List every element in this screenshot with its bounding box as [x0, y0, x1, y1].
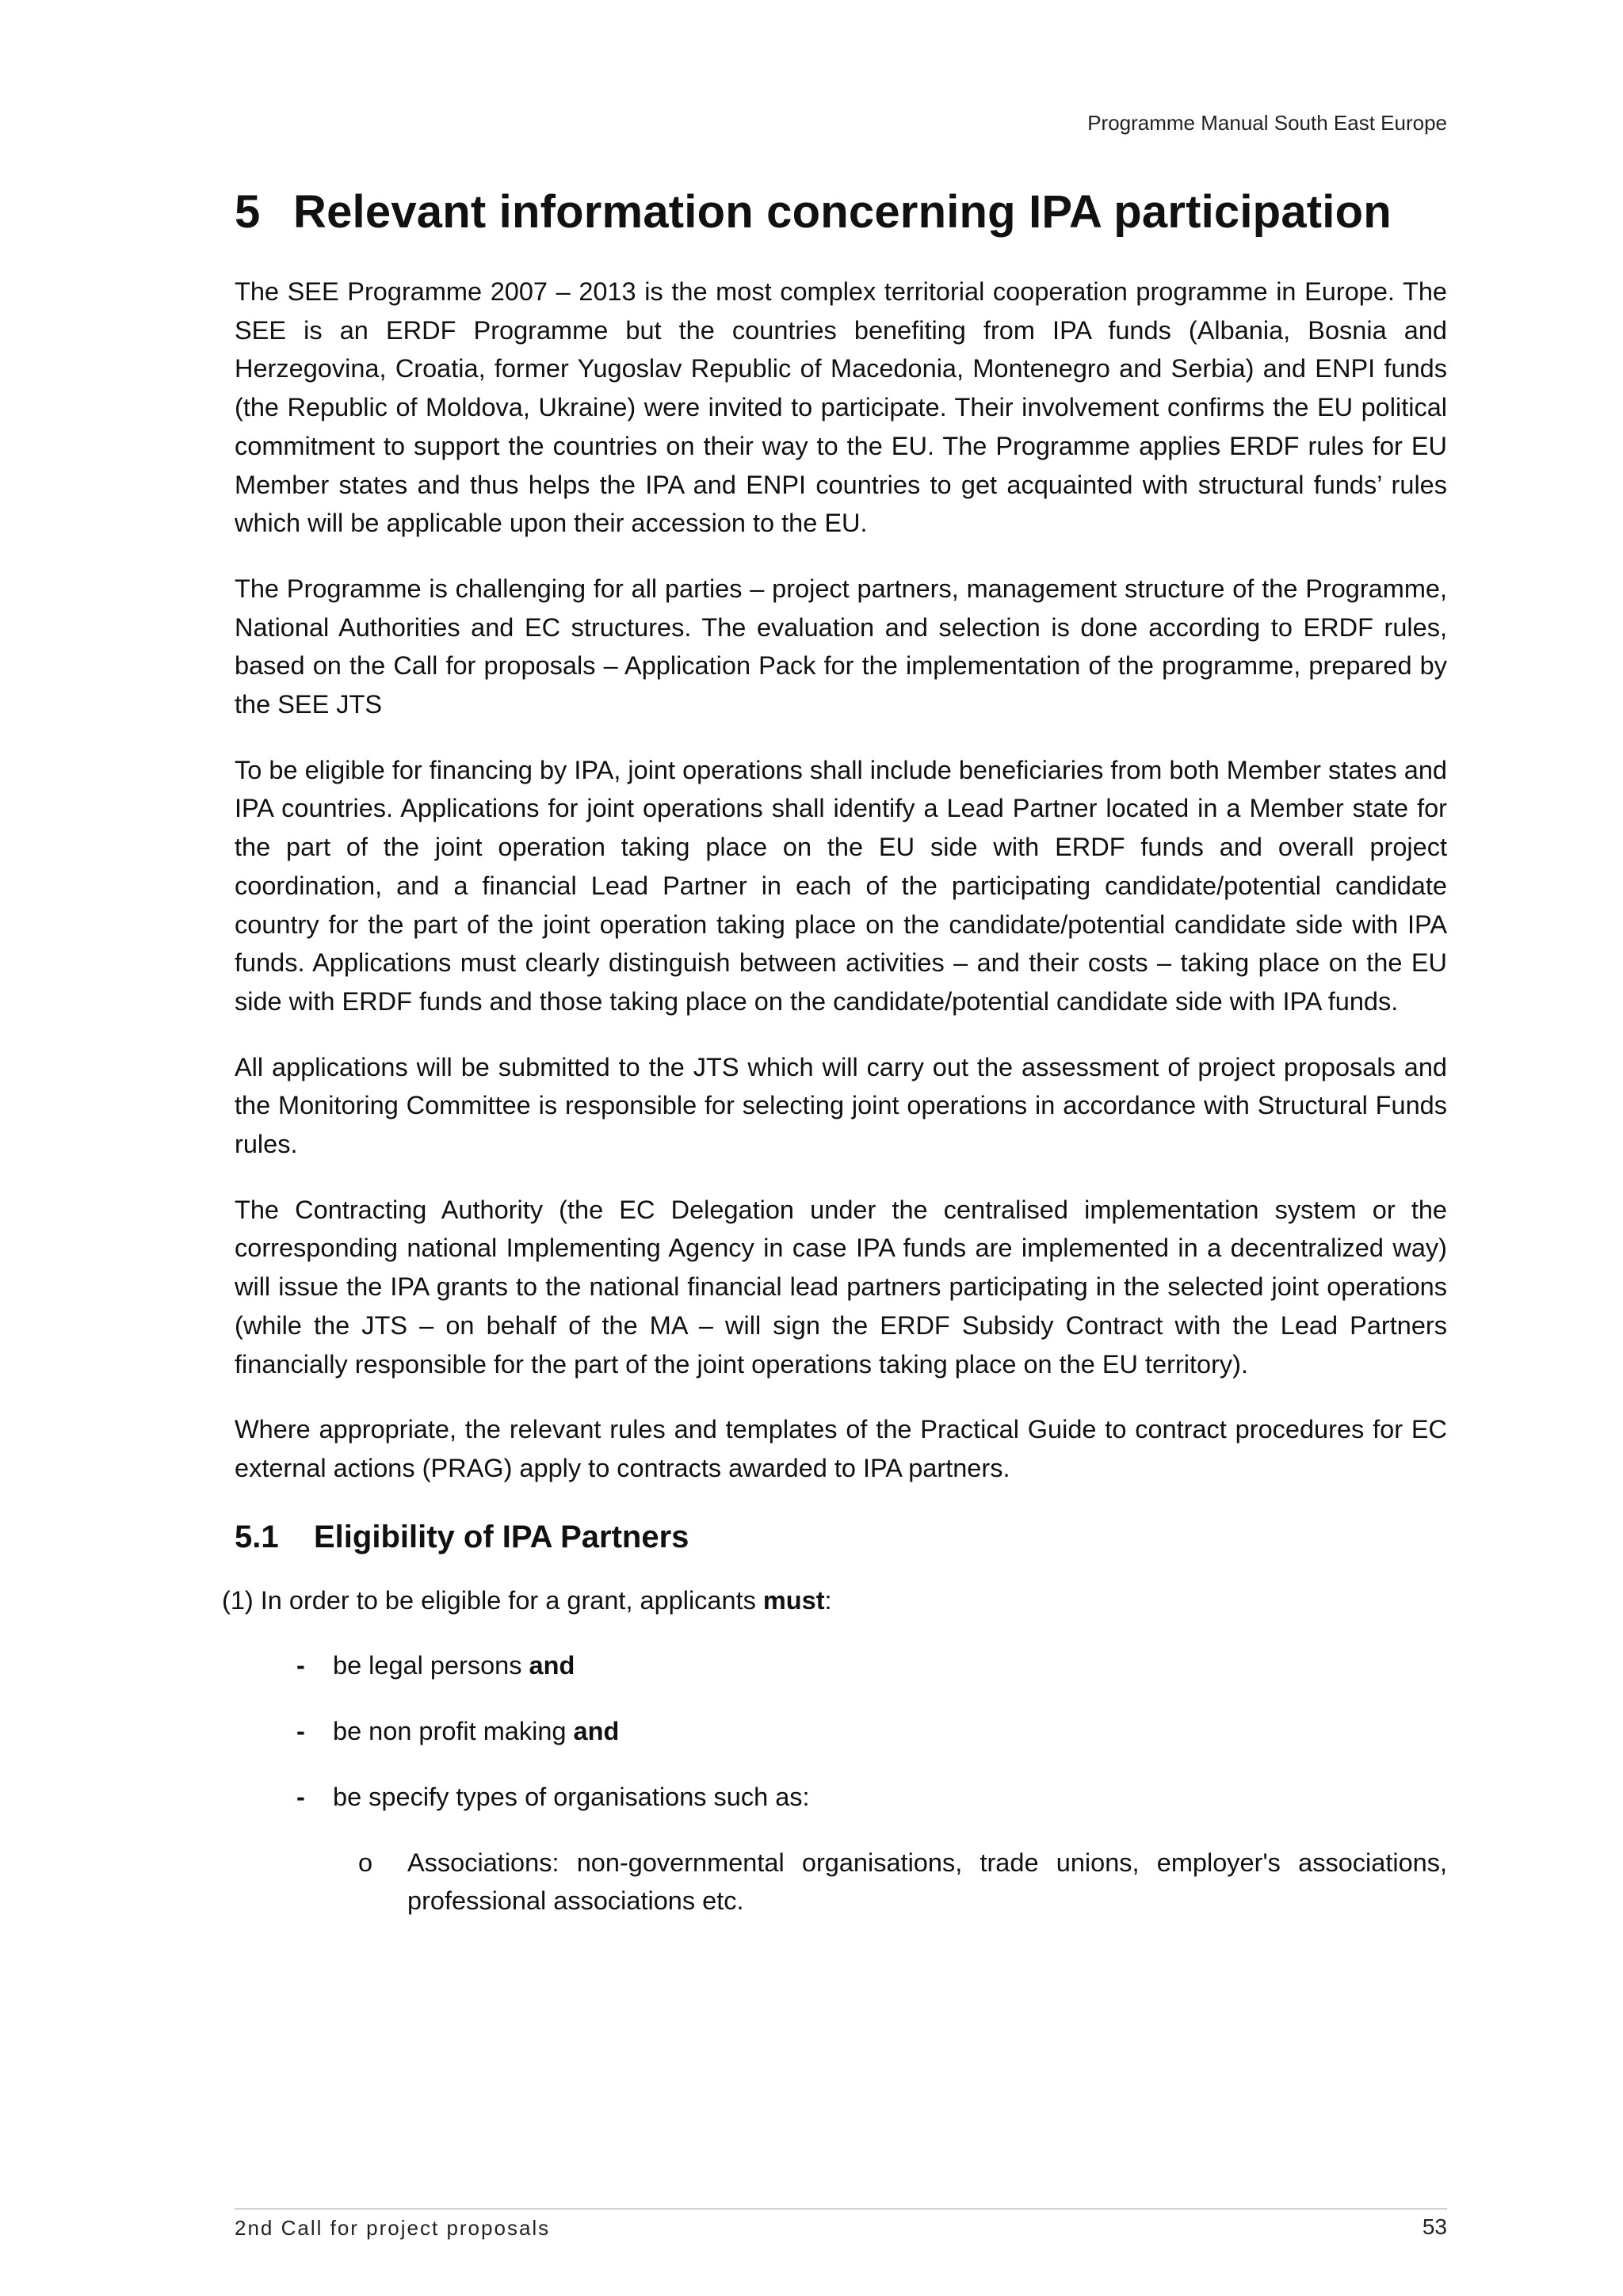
paragraph: The SEE Programme 2007 – 2013 is the most complex territorial cooperation programme in Europe. The SEE is an ERDF Programme but the countries benefiting from IPA funds (Albania, Bosnia and Herzegovina, Croatia, former Yugoslav Republic of Macedonia, Montenegro and Serbia) and ENPI funds (the Republic of Moldova, Ukraine) were invited to participate. Their involvement confirms the EU political commitment to support the countries on their way to the EU. The Programme applies ERDF rules for EU Member states and thus helps the IPA and ENPI countries to get acquainted with structural funds’ rules which will be applicable upon their accession to the EU.: [235, 277, 1447, 538]
section-number: 5: [235, 186, 261, 238]
footer-divider: [235, 2208, 1447, 2210]
lead-end: :: [824, 1585, 832, 1615]
list-item-text: be non profit making: [333, 1717, 574, 1746]
sub-list-item: [235, 1844, 1447, 1920]
list-item: [235, 1712, 1447, 1751]
subsection-number: 5.1: [235, 1519, 279, 1554]
sub-list-item-text: Associations: non-governmental organisations, trade unions, employer's associations, professional associations etc.: [407, 1848, 1447, 1916]
paragraph: Where appropriate, the relevant rules and templates of the Practical Guide to contract procedures for EC external actions (PRAG) apply to contracts awarded to IPA partners.: [235, 1415, 1447, 1482]
dash-bullet: -: [296, 1782, 305, 1811]
list-item-text: be specify types of organisations such as:: [333, 1782, 810, 1811]
list-item: [235, 1646, 1447, 1685]
page-content: [222, 181, 1447, 1920]
subsection-heading: [235, 1515, 1447, 1559]
lead-text: (1) In order to be eligible for a grant, applicants: [222, 1585, 763, 1615]
eligibility-lead: [222, 1581, 1447, 1620]
dash-bullet: -: [296, 1717, 305, 1746]
list-item-bold: and: [573, 1717, 620, 1746]
list-item: [235, 1778, 1447, 1817]
dash-bullet: -: [296, 1651, 305, 1680]
paragraph: All applications will be submitted to the JTS which will carry out the assessment of project proposals and the Monitoring Committee is responsible for selecting joint operations in accordance with Structural Funds rules.: [235, 1052, 1447, 1159]
paragraph: The Programme is challenging for all parties – project partners, management structure of the Programme, National Authorities and EC structures. The evaluation and selection is done according to ERDF rules, based on the Call for proposals – Application Pack for the implementation of the programme, prepared by the SEE JTS: [235, 574, 1447, 719]
circle-bullet: o: [358, 1848, 373, 1877]
list-item-bold: and: [529, 1651, 575, 1680]
lead-bold: must: [762, 1585, 825, 1615]
page-number: 53: [1422, 2214, 1447, 2239]
section-heading: [235, 181, 1447, 244]
list-item-text: be legal persons: [333, 1651, 529, 1680]
section-title: Relevant information concerning IPA participation: [293, 186, 1392, 238]
paragraph: To be eligible for financing by IPA, joint operations shall include beneficiaries from both Member states and IPA countries. Applications for joint operations shall identify a Lead Partner located in a Member state for the part of the joint operation taking place on the EU side with ERDF funds and overall project coordination, and a financial Lead Partner in each of the participating candidate/potential candidate country for the part of the joint operation taking place on the candidate/potential candidate side with IPA funds. Applications must clearly distinguish between activities – and their costs – taking place on the EU side with ERDF funds and those taking place on the candidate/potential candidate side with IPA funds.: [235, 755, 1447, 1016]
running-header: Programme Manual South East Europe: [1087, 111, 1447, 135]
subsection-title: Eligibility of IPA Partners: [314, 1519, 689, 1554]
footer-text: 2nd Call for project proposals: [235, 2216, 551, 2240]
paragraph: The Contracting Authority (the EC Delegation under the centralised implementation system or the corresponding national Implementing Agency in case IPA funds are implemented in a decentralized way) will issue the IPA grants to the national financial lead partners participating in the selected joint operations (while the JTS – on behalf of the MA – will sign the ERDF Subsidy Contract with the Lead Partners financially responsible for the part of the joint operations taking place on the EU territory).: [235, 1195, 1447, 1379]
